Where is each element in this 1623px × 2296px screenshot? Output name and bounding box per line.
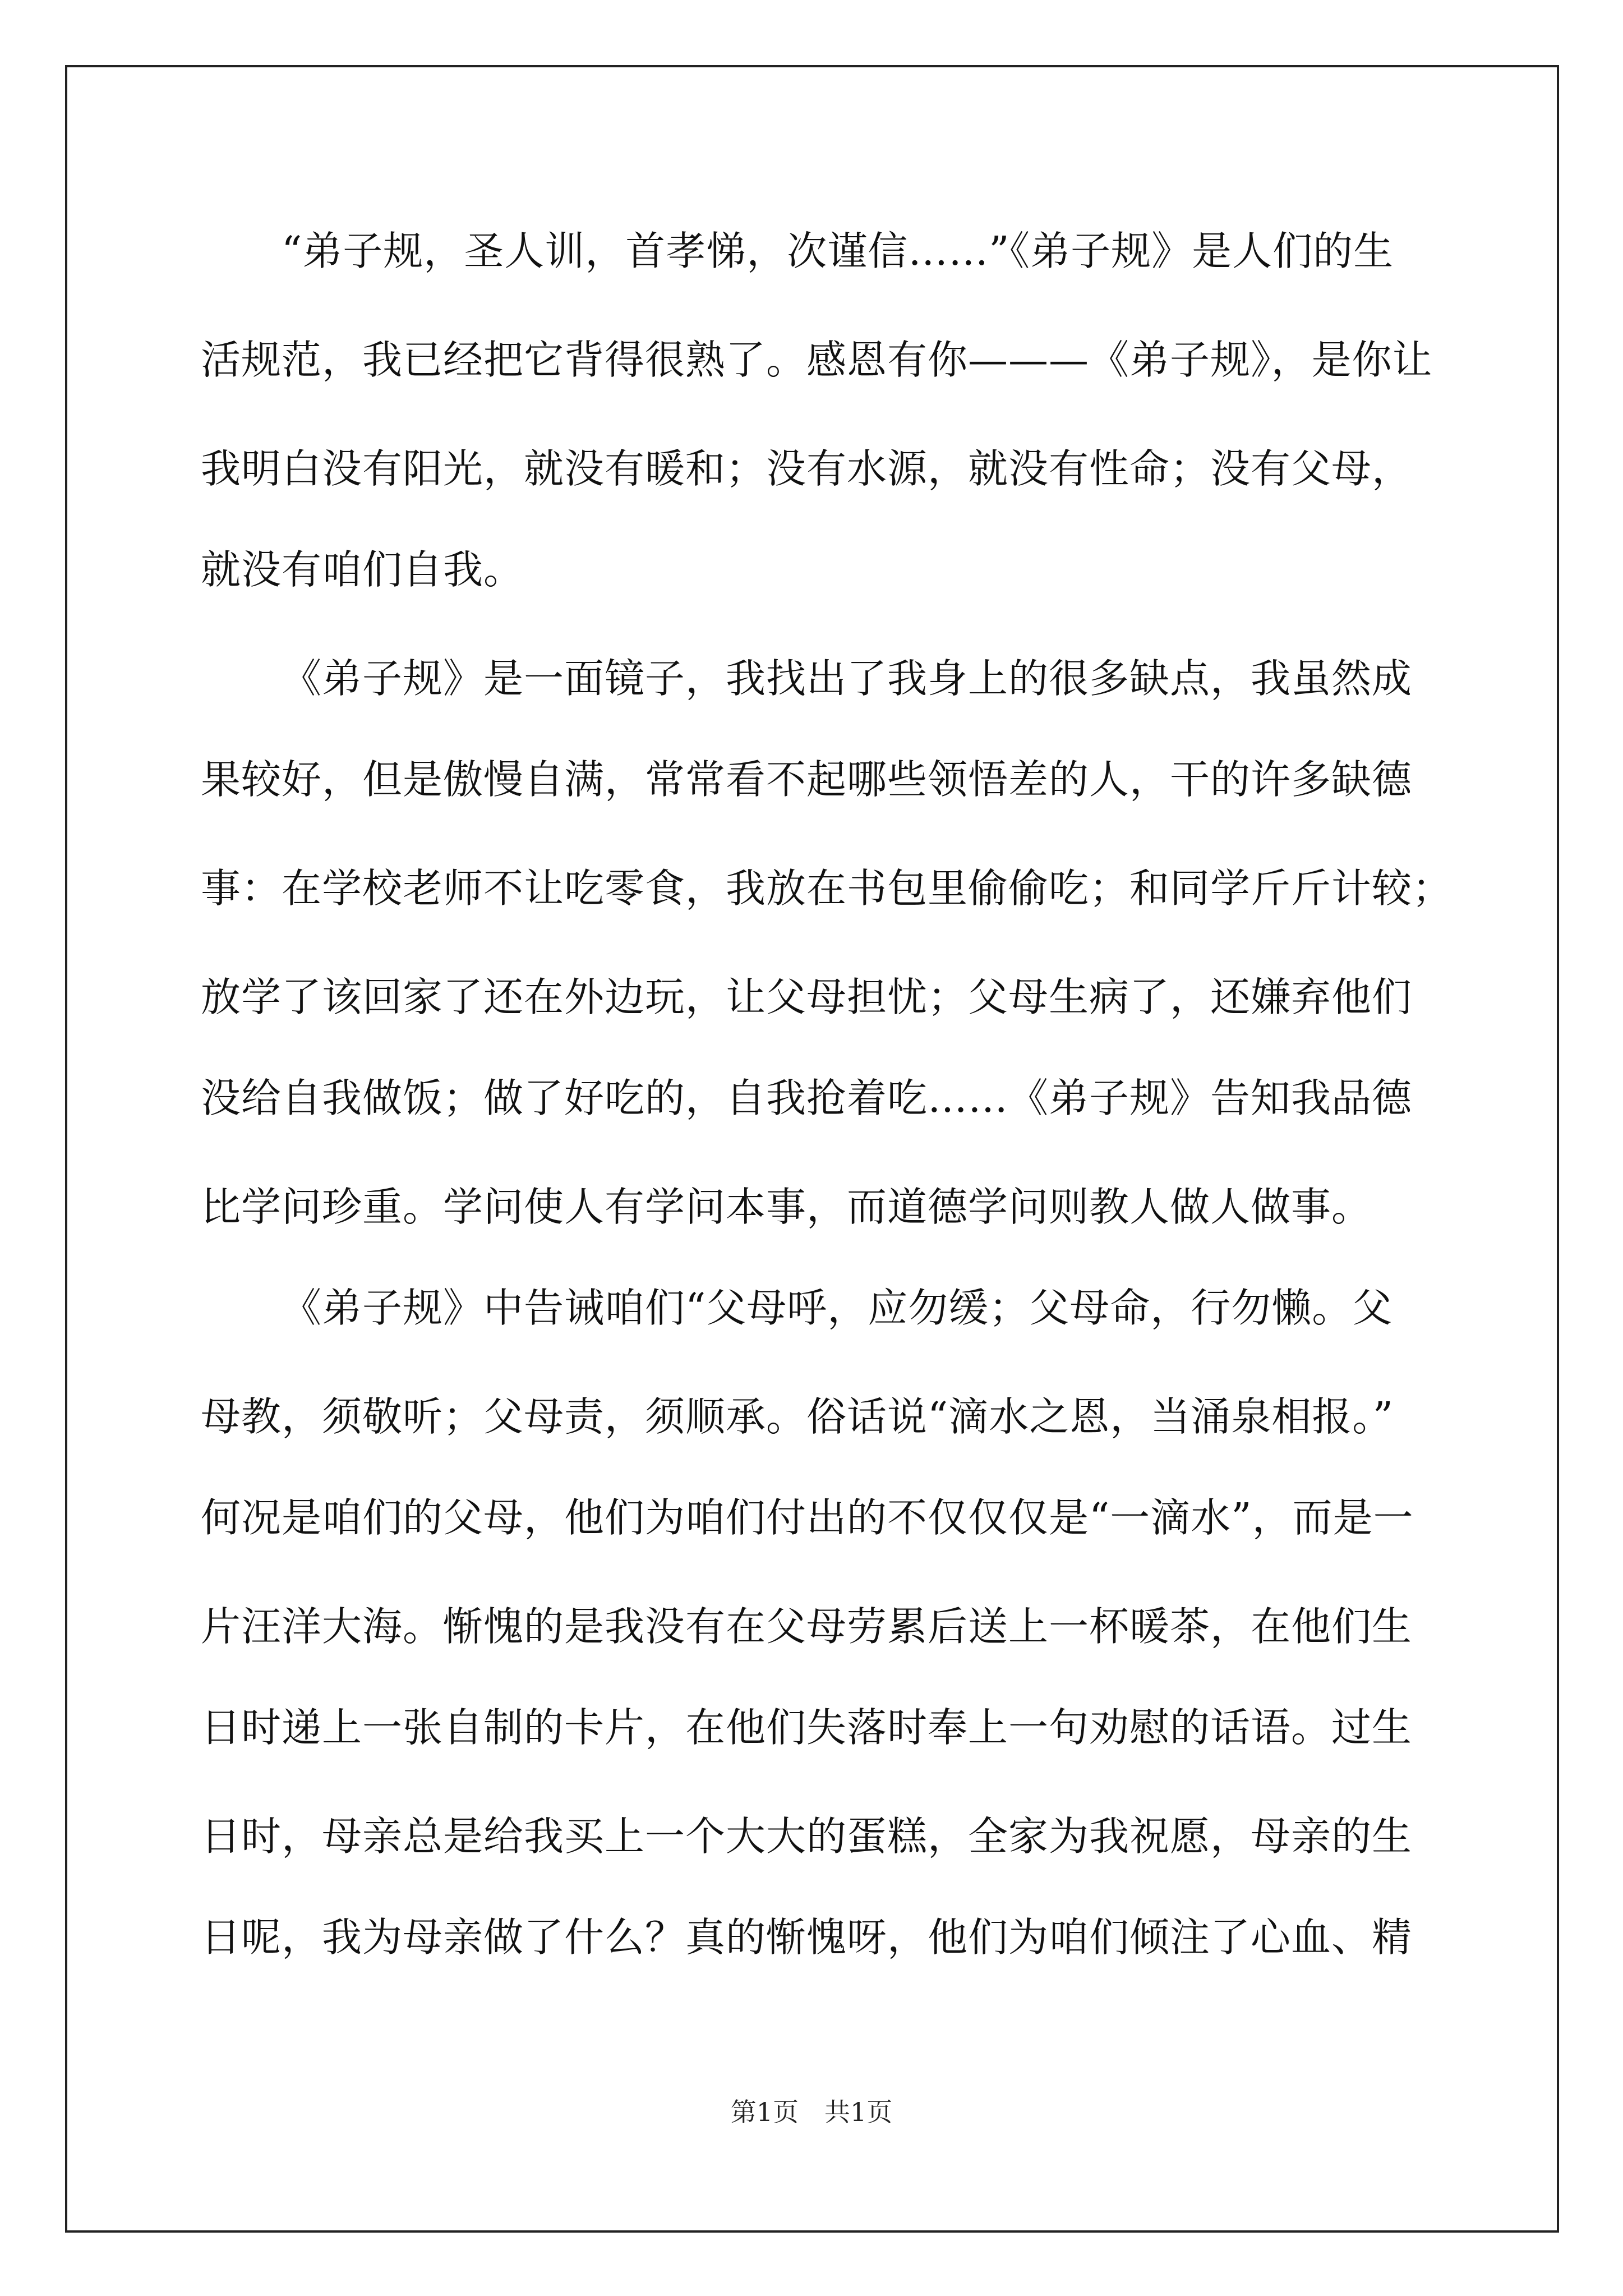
paragraph-1-line-2: 活规范，我已经把它背得很熟了。感恩有你———《弟子规》，是你让	[201, 337, 1433, 383]
paragraph-1-line-4: 就没有咱们自我。	[201, 546, 524, 593]
paragraph-2-line-5: 没给自我做饭；做了好吃的，自我抢着吃……《弟子规》告知我品德	[201, 1075, 1413, 1121]
paragraph-3-line-4: 片汪洋大海。惭愧的是我没有在父母劳累后送上一杯暖茶，在他们生	[201, 1603, 1413, 1650]
paragraph-3-line-5: 日时递上一张自制的卡片，在他们失落时奉上一句劝慰的话语。过生	[201, 1704, 1413, 1751]
paragraph-3-line-2: 母教，须敬听；父母责，须顺承。俗话说“滴水之恩，当涌泉相报。”	[201, 1393, 1394, 1440]
paragraph-2-line-3: 事：在学校老师不让吃零食，我放在书包里偷偷吃；和同学斤斤计较；	[201, 865, 1453, 912]
paragraph-3-line-3: 何况是咱们的父母，他们为咱们付出的不仅仅仅是“一滴水”，而是一	[201, 1494, 1414, 1541]
paragraph-1-line-1: “弟子规，圣人训，首孝悌，次谨信……”《弟子规》是人们的生	[282, 228, 1394, 274]
paragraph-2-line-1: 《弟子规》是一面镜子，我找出了我身上的很多缺点，我虽然成	[282, 655, 1413, 702]
page-number-footer: 第1页 共1页	[730, 2097, 893, 2127]
paragraph-1-line-3: 我明白没有阳光，就没有暖和；没有水源，就没有性命；没有父母，	[201, 445, 1413, 492]
paragraph-2-line-4: 放学了该回家了还在外边玩，让父母担忧；父母生病了，还嫌弃他们	[201, 974, 1413, 1020]
paragraph-3-line-7: 日呢，我为母亲做了什么？真的惭愧呀，他们为咱们倾注了心血、精	[201, 1914, 1413, 1961]
paragraph-2-line-6: 比学问珍重。学问使人有学问本事，而道德学问则教人做人做事。	[201, 1184, 1372, 1230]
page-border	[65, 65, 1559, 2233]
paragraph-2-line-2: 果较好，但是傲慢自满，常常看不起哪些领悟差的人，干的许多缺德	[201, 756, 1413, 803]
paragraph-3-line-1: 《弟子规》中告诫咱们“父母呼，应勿缓；父母命，行勿懒。父	[282, 1285, 1393, 1331]
paragraph-3-line-6: 日时，母亲总是给我买上一个大大的蛋糕，全家为我祝愿，母亲的生	[201, 1813, 1413, 1860]
